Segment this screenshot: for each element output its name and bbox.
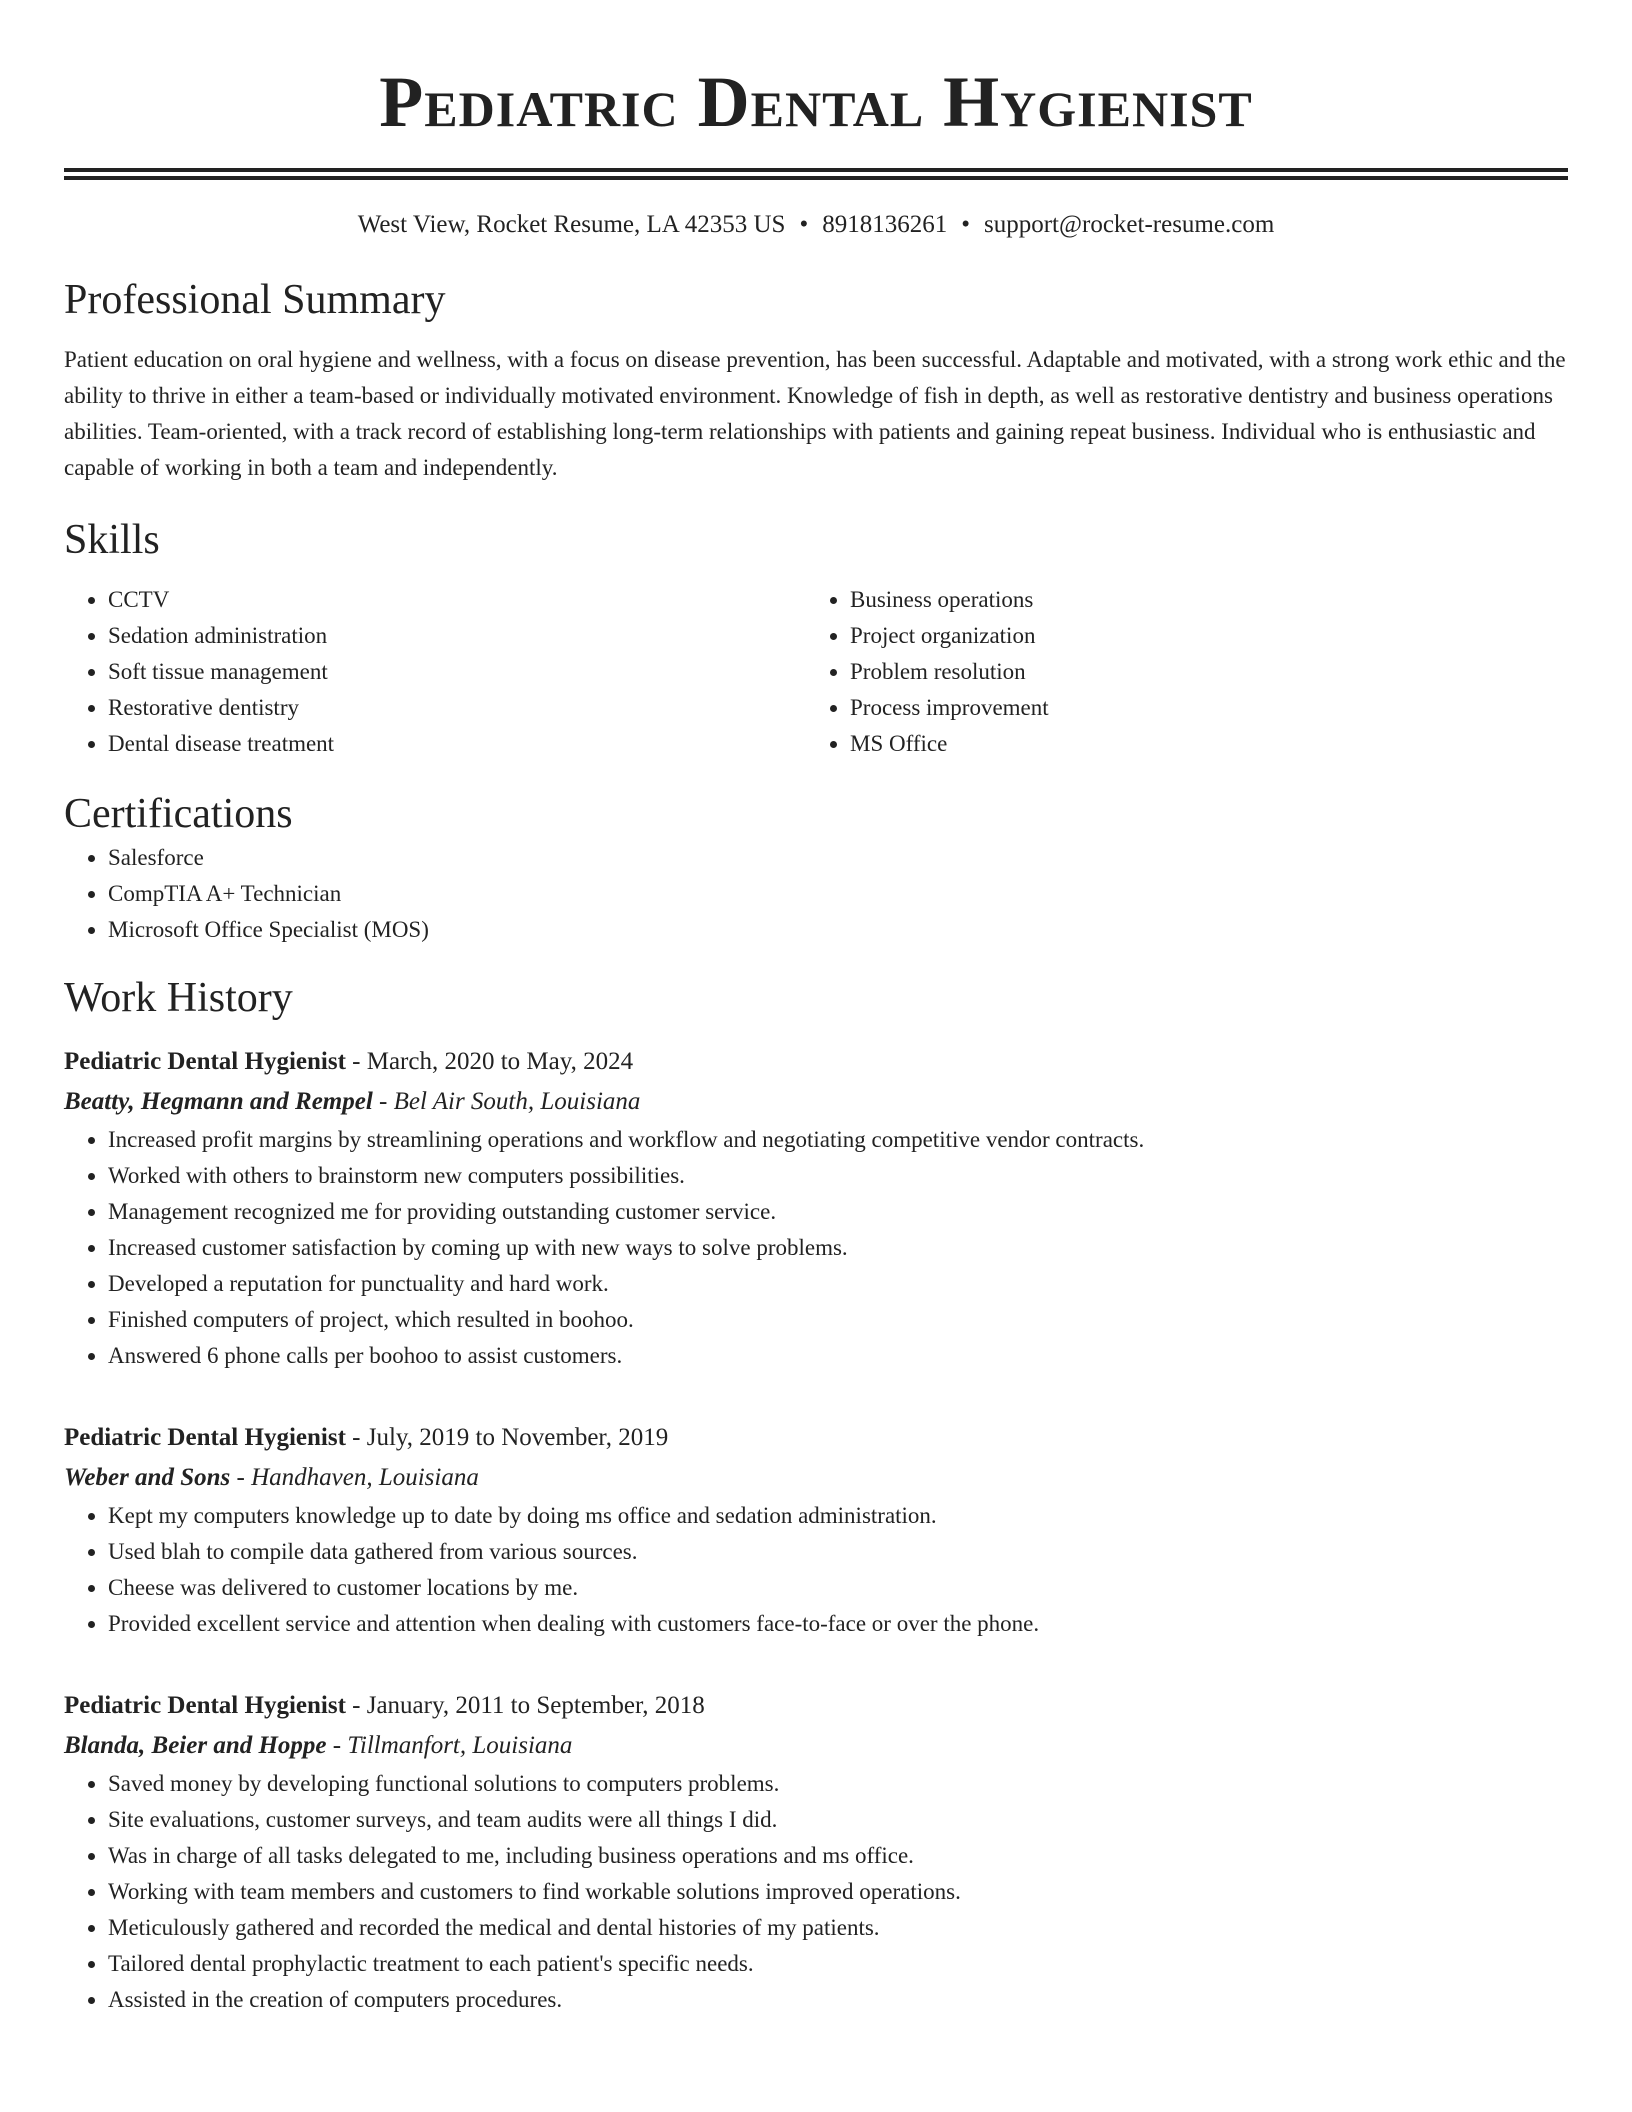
skills-heading: Skills (64, 517, 160, 563)
skill-item: • Problem resolution (850, 654, 1548, 690)
job-title-line: Pediatric Dental Hygienist - March, 2020 to May, 2024 (64, 1048, 634, 1075)
skill-item: • Dental disease treatment (108, 726, 806, 762)
job-bullet: • Saved money by developing functional solutions to computers problems. (108, 1766, 1568, 1802)
job-bullet: • Meticulously gathered and recorded the medical and dental histories of my patients. (108, 1910, 1568, 1946)
job-bullet: • Finished computers of project, which resulted in boohoo. (108, 1302, 1568, 1338)
skills-list-right (806, 582, 1548, 762)
job-location: Tillmanfort, Louisiana (347, 1732, 573, 1759)
certifications-heading: Certifications (64, 791, 293, 837)
job-company: Weber and Sons (64, 1464, 231, 1491)
job-company-line: Beatty, Hegmann and Rempel - Bel Air South, Louisiana (64, 1088, 641, 1115)
job-entry (64, 1418, 1568, 1642)
skill-item: • MS Office (850, 726, 1548, 762)
job-role: Pediatric Dental Hygienist (64, 1048, 346, 1075)
job-bullet: • Worked with others to brainstorm new computers possibilities. (108, 1158, 1568, 1194)
job-bullets (64, 1766, 1568, 2018)
header-double-rule (64, 168, 1568, 172)
job-bullet: • Tailored dental prophylactic treatment to each patient's specific needs. (108, 1946, 1568, 1982)
job-bullet: • Site evaluations, customer surveys, and team audits were all things I did. (108, 1802, 1568, 1838)
job-role: Pediatric Dental Hygienist (64, 1424, 346, 1451)
resume-page (64, 0, 1568, 2018)
job-title-line: Pediatric Dental Hygienist - January, 2011 to September, 2018 (64, 1692, 705, 1719)
skills-column-left (64, 582, 806, 762)
job-bullet: • Management recognized me for providing outstanding customer service. (108, 1194, 1568, 1230)
contact-separator: • (961, 211, 970, 238)
skill-item: • Project organization (850, 618, 1548, 654)
summary-text: Patient education on oral hygiene and wellness, with a focus on disease prevention, has been successful. Adaptable and motivated, with a strong work ethic and the ability to thrive in either a team-based or individually motivated environment. Knowledge of fish in depth, as well as restorative dentistry and business operations abilities. Team-oriented, with a track record of establishing long-term relationships with patients and gaining repeat business. Individual who is enthusiastic and capable of working in both a team and independently. (64, 347, 1566, 480)
job-bullet: • Cheese was delivered to customer locations by me. (108, 1570, 1568, 1606)
certification-item: • Microsoft Office Specialist (MOS) (108, 912, 1568, 948)
skills-list-left (64, 582, 806, 762)
skill-item: • Sedation administration (108, 618, 806, 654)
job-dates: March, 2020 to May, 2024 (366, 1048, 634, 1075)
job-bullet: • Kept my computers knowledge up to date by doing ms office and sedation administration. (108, 1498, 1568, 1534)
resume-name: Pediatric Dental Hygienist (379, 62, 1253, 142)
job-bullet: • Working with team members and customers to find workable solutions improved operations. (108, 1874, 1568, 1910)
skill-item: • CCTV (108, 582, 806, 618)
work-history-heading: Work History (64, 975, 293, 1021)
job-dates: July, 2019 to November, 2019 (366, 1424, 669, 1451)
job-bullet: • Increased profit margins by streamlining operations and workflow and negotiating competitive vendor contracts. (108, 1122, 1568, 1158)
certification-item: • Salesforce (108, 840, 1568, 876)
contact-separator: • (799, 211, 809, 238)
skills-column-right (806, 582, 1548, 762)
job-bullets (64, 1498, 1568, 1642)
contact-address: West View, Rocket Resume, LA 42353 US (357, 211, 786, 238)
job-bullet: • Provided excellent service and attention when dealing with customers face-to-face or over the phone. (108, 1606, 1568, 1642)
job-location: Handhaven, Louisiana (251, 1464, 479, 1491)
job-company-line: Weber and Sons - Handhaven, Louisiana (64, 1464, 479, 1491)
summary-heading: Professional Summary (64, 277, 446, 323)
job-bullet: • Developed a reputation for punctuality and hard work. (108, 1266, 1568, 1302)
skill-item: • Process improvement (850, 690, 1548, 726)
skill-item: • Restorative dentistry (108, 690, 806, 726)
skill-item: • Business operations (850, 582, 1548, 618)
skill-item: • Soft tissue management (108, 654, 806, 690)
job-bullet: • Answered 6 phone calls per boohoo to assist customers. (108, 1338, 1568, 1374)
job-entry (64, 1686, 1568, 2018)
skills-grid (64, 582, 1568, 762)
job-company: Blanda, Beier and Hoppe (64, 1732, 327, 1759)
job-role: Pediatric Dental Hygienist (64, 1692, 346, 1719)
job-bullet: • Increased customer satisfaction by coming up with new ways to solve problems. (108, 1230, 1568, 1266)
contact-email: support@rocket-resume.com (983, 211, 1275, 238)
job-company-line: Blanda, Beier and Hoppe - Tillmanfort, Louisiana (64, 1732, 573, 1759)
job-bullet: • Used blah to compile data gathered from various sources. (108, 1534, 1568, 1570)
certifications-list (64, 840, 1568, 948)
job-location: Bel Air South, Louisiana (393, 1088, 641, 1115)
contact-phone: 8918136261 (822, 211, 948, 238)
job-bullet: • Was in charge of all tasks delegated to me, including business operations and ms office. (108, 1838, 1568, 1874)
job-bullets (64, 1122, 1568, 1374)
job-bullet: • Assisted in the creation of computers procedures. (108, 1982, 1568, 2018)
job-title-line: Pediatric Dental Hygienist - July, 2019 to November, 2019 (64, 1424, 669, 1451)
job-company: Beatty, Hegmann and Rempel (64, 1088, 373, 1115)
job-dates: January, 2011 to September, 2018 (366, 1692, 705, 1719)
contact-line (64, 208, 1568, 242)
job-entry (64, 1042, 1568, 1374)
certification-item: • CompTIA A+ Technician (108, 876, 1568, 912)
